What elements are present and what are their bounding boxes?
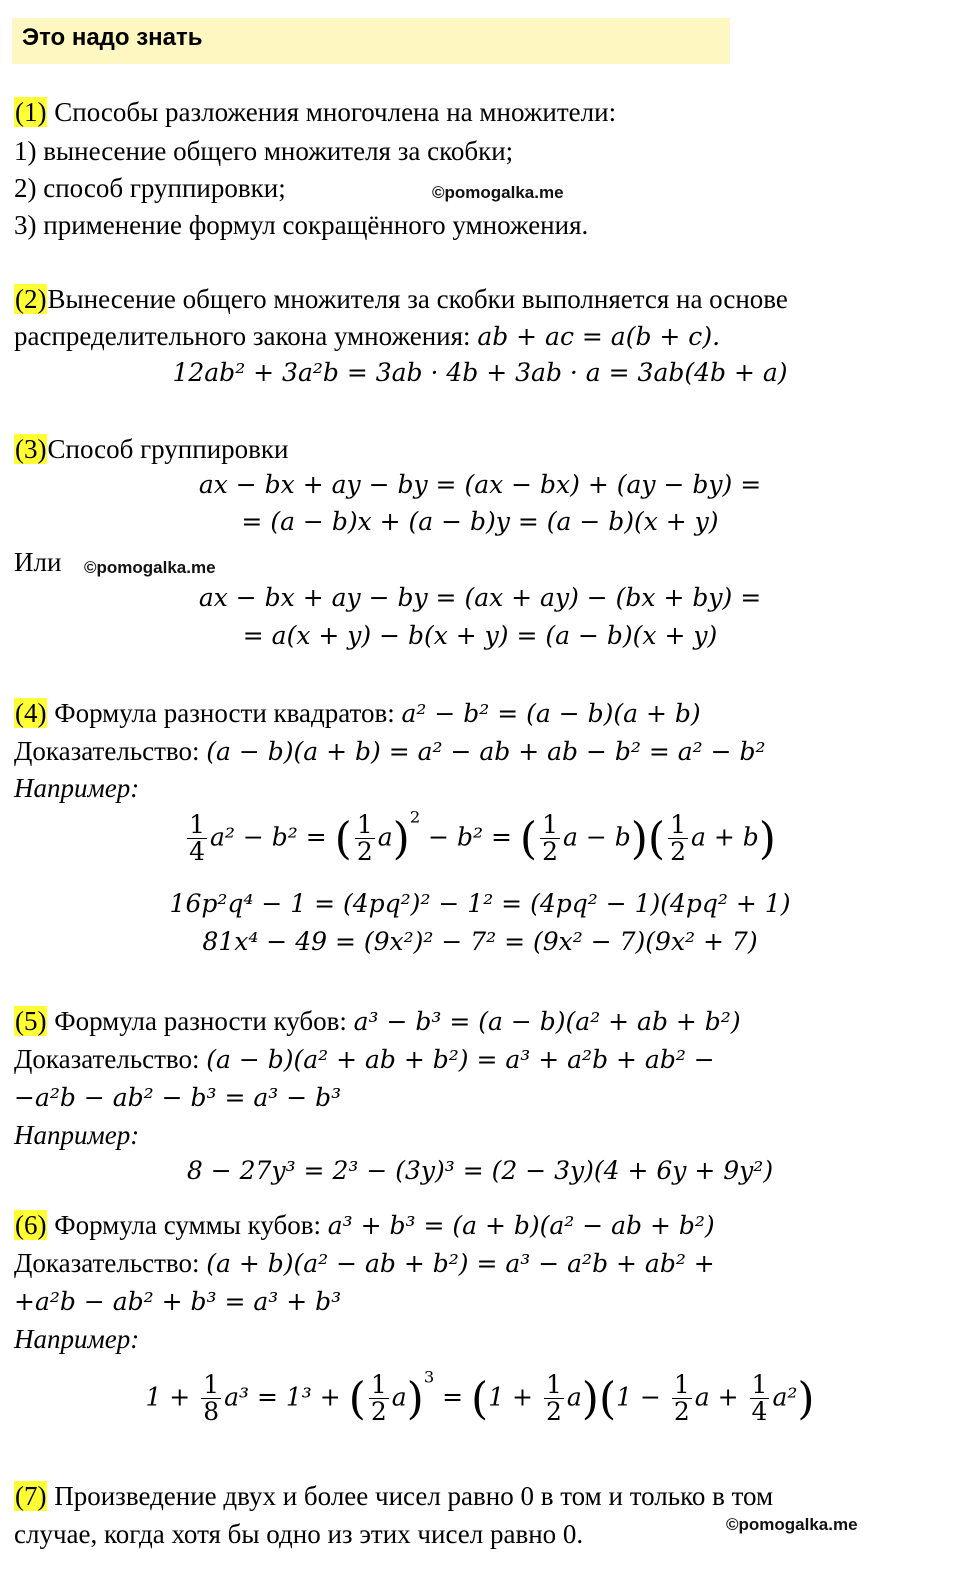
s7-text-1: Произведение двух и более чисел равно 0 в том и только в том [54,1481,774,1511]
s2-example: 12ab² + 3a²b = 3ab · 4b + 3ab · a = 3ab(4b + a) [172,358,788,387]
s5-title-line [14,1003,741,1040]
watermark: ©pomogalka.me [432,183,564,202]
s6-proof-label: Доказательство: [14,1248,200,1278]
fraction-one-half: $\frac{1}{2}$ [673,1370,690,1427]
s5-proof-1: (a − b)(a² + ab + b²) = a³ + a²b + ab² − [206,1045,715,1074]
s7-number: (7) [15,1481,47,1511]
s3-eq1-line-2: = (a − b)x + (a − b)y = (a − b)(x + y) [241,507,719,536]
s5-proof-line-1 [14,1041,715,1078]
s4-formula: a² − b² = (a − b)(a + b) [401,699,701,728]
s4-example-1: $\frac{1}{4}$ a² − b² = ( $\frac{1}{2}$ a)$^2$ − b² = ( $\frac{1}{2}$ a − b)( $\frac{1}{2}$ a + b) [189,807,776,867]
s5-example-label: Например [14,1120,131,1150]
s3-or: Или [14,547,62,577]
s6-proof-line-1 [14,1245,715,1282]
s5-example-1: 8 − 27y³ = 2³ − (3y)³ = (2 − 3y)(4 + 6y + 9y²) [186,1156,774,1185]
fraction-one-half: $\frac{1}{2}$ [356,810,373,867]
s1-item-3: 3) применение формул сокращённого умножения. [14,210,589,240]
s5-formula: a³ − b³ = (a − b)(a² + ab + b²) [353,1007,741,1036]
s4-title-line [14,695,701,732]
s7-line-1 [14,1478,773,1514]
watermark: ©pomogalka.me [726,1515,858,1534]
s4-example-2: 16p²q⁴ − 1 = (4pq²)² − 1² = (4pq² − 1)(4pq² + 1) [169,889,791,918]
fraction-one-quarter: $\frac{1}{4}$ [189,810,206,867]
fraction-one-half: $\frac{1}{2}$ [670,810,686,867]
s6-formula: a³ + b³ = (a + b)(a² − ab + b²) [327,1211,715,1240]
s5-proof-line-2 [14,1079,341,1116]
s5-number: (5) [15,1006,47,1036]
s1-item-2: 2) способ группировки; [14,173,286,203]
s3-title: Способ группировки [47,434,289,464]
s2-distributive-formula: ab + ac = a(b + c). [477,322,721,351]
fraction-one-eighth: $\frac{1}{8}$ [203,1370,220,1427]
s6-proof-1: (a + b)(a² − ab + b²) = a³ − a²b + ab² + [206,1249,715,1278]
s4-title: Формула разности квадратов: [54,698,395,728]
s3-eq1-line-1: ax − bx + ay − by = (ax − bx) + (ay − by) = [198,470,762,499]
s1-title: Способы разложения многочлена на множители: [54,97,617,127]
s6-proof-line-2 [14,1283,341,1320]
s2-text-1: Вынесение общего множителя за скобки выполняется на основе [47,284,788,314]
s3-title-line [14,431,288,467]
s7-line-2: случае, когда хотя бы одно из этих чисел равно 0. [14,1519,584,1549]
s6-example-1: 1 + $\frac{1}{8}$ a³ = 1³ + ( $\frac{1}{2}$ a)$^3$ = (1 + $\frac{1}{2}$ a)(1 − $\frac{1}{2}$ a + $\frac{1}{4}$ a²) [145,1367,815,1427]
s1-item-1: 1) вынесение общего множителя за скобки; [14,136,514,166]
s5-title: Формула разности кубов: [54,1006,347,1036]
s4-proof-label: Доказательство: [14,736,200,766]
s3-eq2-line-2: = a(x + y) − b(x + y) = (a − b)(x + y) [242,621,718,650]
s4-proof-line [14,733,766,770]
s2-number: (2) [15,284,47,314]
fraction-one-half: $\frac{1}{2}$ [545,1370,562,1427]
s1-title-line [14,94,616,130]
fraction-one-quarter: $\frac{1}{4}$ [751,1370,768,1427]
watermark: ©pomogalka.me [84,558,216,577]
s6-proof-2: +a²b − ab² + b³ = a³ + b³ [14,1287,342,1316]
s6-example-label-line: Например: [14,1324,140,1354]
s2-line-1 [14,281,788,317]
s5-proof-label: Доказательство: [14,1044,200,1074]
s2-line-2 [14,318,720,355]
s4-number: (4) [15,698,47,728]
s3-number: (3) [15,434,47,464]
page-title: Это надо знать [22,24,203,51]
s6-title-line [14,1207,715,1244]
header-banner [12,18,730,64]
s4-example-label: Например [14,773,131,803]
s3-eq2-line-1: ax − bx + ay − by = (ax + ay) − (bx + by) = [198,583,762,612]
s4-proof: (a − b)(a + b) = a² − ab + ab − b² = a² − b² [206,737,766,766]
s1-number: (1) [15,97,47,127]
s4-example-label-line: Например: [14,773,140,803]
s6-example-label: Например [14,1324,131,1354]
s2-text-2: распределительного закона умножения: [14,321,471,351]
s5-proof-2: −a²b − ab² − b³ = a³ − b³ [14,1083,342,1112]
fraction-one-half: $\frac{1}{2}$ [542,810,558,867]
s6-number: (6) [15,1210,47,1240]
fraction-one-half: $\frac{1}{2}$ [370,1370,387,1427]
s4-example-3: 81x⁴ − 49 = (9x²)² − 7² = (9x² − 7)(9x² + 7) [202,927,758,956]
s6-title: Формула суммы кубов: [54,1210,321,1240]
s5-example-label-line: Например: [14,1120,140,1150]
